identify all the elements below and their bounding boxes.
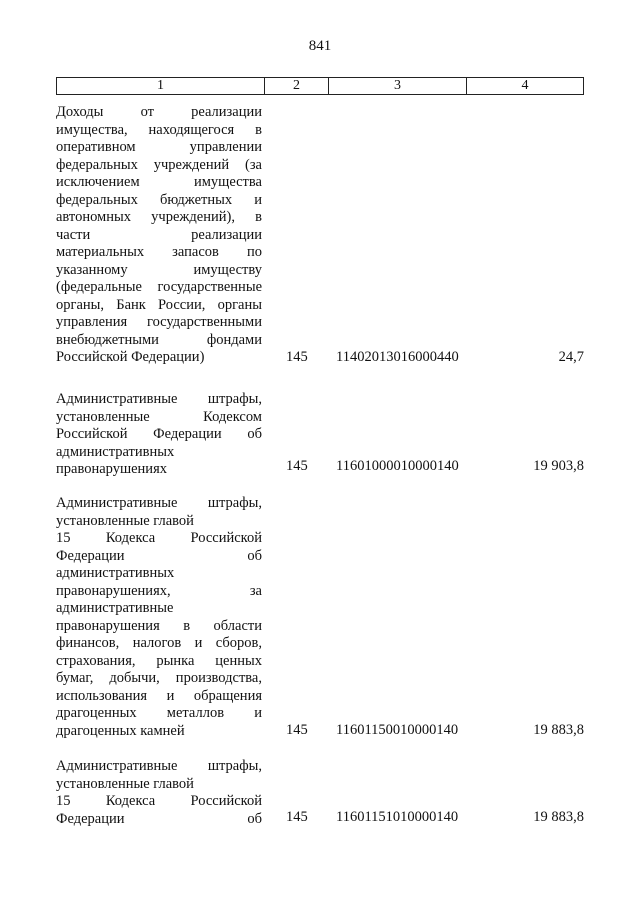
description-line: имущества, находящегося в bbox=[56, 121, 262, 138]
description-line: административных bbox=[56, 443, 175, 460]
description-line: Административные штрафы, bbox=[56, 758, 262, 774]
description-line: исключением имущества bbox=[56, 174, 262, 190]
description-line: установленные главой bbox=[56, 775, 194, 792]
row-code: 145 bbox=[286, 458, 308, 474]
description-line: внебюджетными фондами bbox=[56, 331, 262, 348]
row-amount: 19 883,8 bbox=[533, 722, 584, 738]
description-line: установленные Кодексом bbox=[56, 408, 262, 425]
table-row bbox=[56, 758, 584, 833]
description-line: 15 Кодекса Российской bbox=[56, 793, 262, 809]
description-line: бумаг, добычи, производства, bbox=[56, 670, 262, 686]
description-line: использования и обращения bbox=[56, 687, 262, 704]
description-line: драгоценных металлов и bbox=[56, 705, 262, 721]
header-col-4: 4 bbox=[521, 78, 529, 93]
table-row bbox=[56, 495, 584, 745]
description-line: (федеральные государственные bbox=[56, 279, 262, 295]
table-header bbox=[56, 77, 584, 95]
page-number: 841 bbox=[308, 38, 332, 54]
description-line: федеральных учреждений (за bbox=[56, 156, 262, 173]
description-line: Административные штрафы, bbox=[56, 495, 262, 511]
description-line: правонарушениях, за bbox=[56, 582, 262, 599]
row-code: 145 bbox=[286, 722, 308, 738]
description-line: правонарушения в области bbox=[56, 617, 262, 634]
row-amount: 19 903,8 bbox=[533, 458, 584, 474]
header-col-1: 1 bbox=[57, 78, 265, 94]
row-code: 145 bbox=[286, 809, 308, 825]
table-row bbox=[56, 104, 584, 369]
description-line: 15 Кодекса Российской bbox=[56, 530, 262, 546]
header-col-3: 3 bbox=[329, 78, 467, 94]
row-kbk: 11402013016000440 bbox=[336, 349, 459, 365]
description-line: органы, Банк России, органы bbox=[56, 296, 262, 313]
table-row bbox=[56, 391, 584, 481]
description-line: Административные штрафы, bbox=[56, 391, 262, 407]
row-kbk: 11601151010000140 bbox=[336, 809, 459, 825]
description-line: административные bbox=[56, 600, 174, 616]
description-line: правонарушениях bbox=[56, 461, 167, 477]
description-line: установленные главой bbox=[56, 512, 194, 529]
row-amount: 24,7 bbox=[558, 349, 584, 365]
description-line: управления государственными bbox=[56, 314, 262, 330]
row-description bbox=[56, 758, 262, 828]
description-line: указанному имуществу bbox=[56, 261, 262, 278]
description-line: драгоценных камней bbox=[56, 722, 185, 739]
description-line: Федерации об bbox=[56, 547, 262, 564]
description-line: Российской Федерации об bbox=[56, 426, 262, 442]
description-line: Федерации об bbox=[56, 810, 262, 827]
row-description bbox=[56, 391, 262, 479]
row-description bbox=[56, 104, 262, 367]
header-col-2: 2 bbox=[265, 78, 329, 94]
row-amount: 19 883,8 bbox=[533, 809, 584, 825]
description-line: материальных запасов по bbox=[56, 244, 262, 260]
description-line: страхования, рынка ценных bbox=[56, 652, 262, 669]
description-line: Российской Федерации) bbox=[56, 349, 205, 365]
description-line: административных bbox=[56, 565, 175, 581]
description-line: автономных учреждений), в bbox=[56, 209, 262, 225]
description-line: части реализации bbox=[56, 226, 262, 243]
description-line: финансов, налогов и сборов, bbox=[56, 635, 262, 651]
description-line: оперативном управлении bbox=[56, 139, 262, 155]
row-description bbox=[56, 495, 262, 740]
row-code: 145 bbox=[286, 349, 308, 365]
row-kbk: 11601000010000140 bbox=[336, 458, 459, 474]
row-kbk: 11601150010000140 bbox=[336, 722, 459, 738]
description-line: Доходы от реализации bbox=[56, 104, 262, 120]
description-line: федеральных бюджетных и bbox=[56, 191, 262, 208]
